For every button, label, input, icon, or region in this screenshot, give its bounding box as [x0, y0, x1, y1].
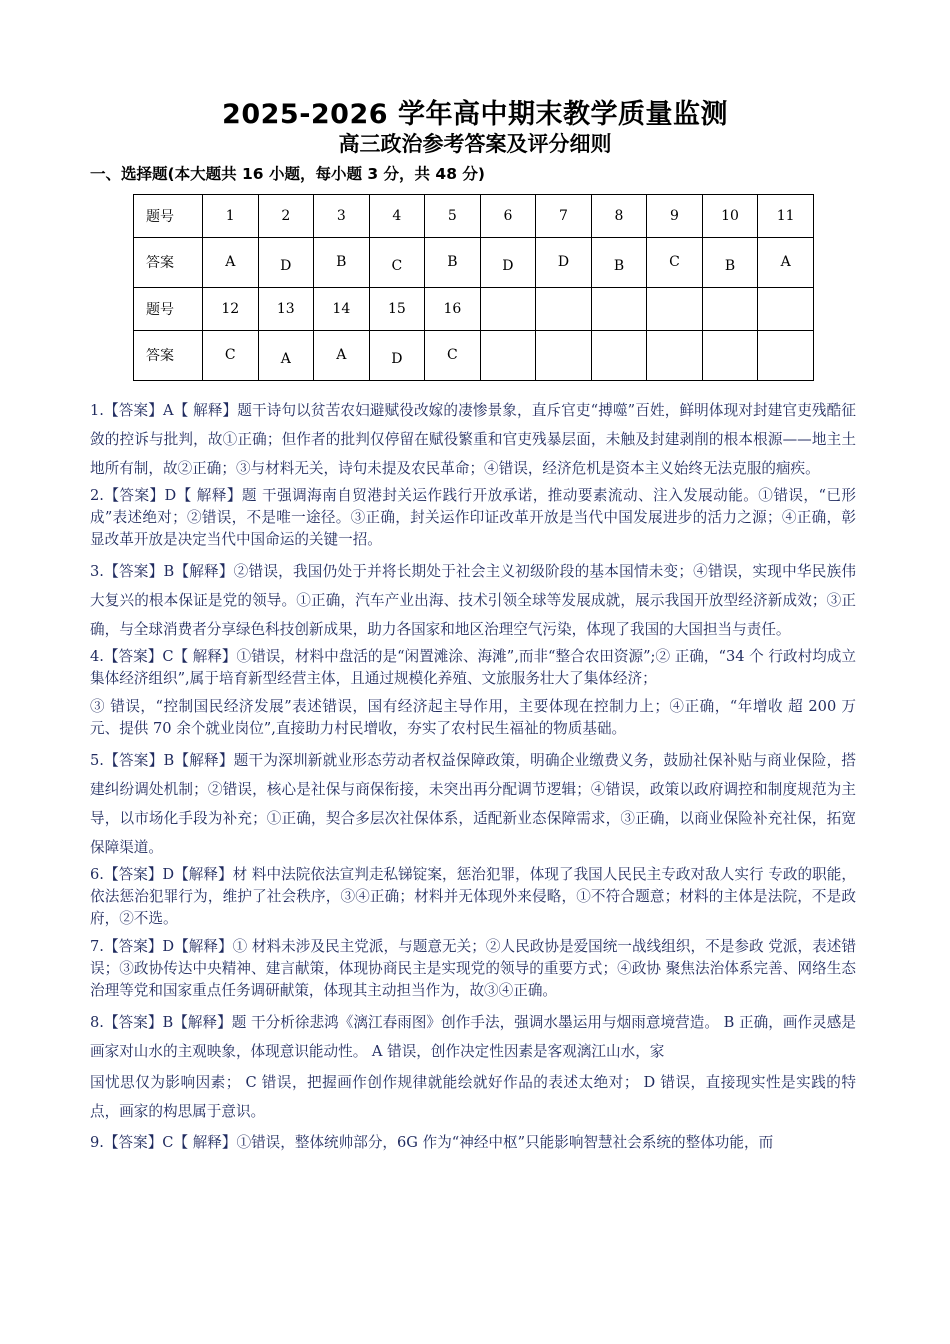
answer-letter-cell	[702, 330, 758, 381]
question-number-cell: 15	[369, 288, 425, 331]
answer-letter-cell: D	[258, 237, 314, 288]
explanation-5: 5.【答案】B【解释】题干为深圳新就业形态劳动者权益保障政策，明确企业缴费义务，鼓励社保补贴与商业保险，搭建纠纷调处机制；②错误，核心是社保与商保衔接，未突出再分配调节逻辑；④错误，政策以政府调控和制度规范为主导，以市场化手段为补充；①正确，契合多层次社保体系，适配新业态保障需求，③正确，以商业保险补充社保，拓宽保障渠道。	[90, 752, 856, 856]
answer-letter-cell: C	[425, 330, 481, 381]
question-number-cell: 7	[536, 195, 592, 238]
row-label-answer: 答案	[134, 330, 203, 381]
question-number-cell	[758, 288, 814, 331]
answer-letter-cell: A	[258, 330, 314, 381]
explanation-8: 8.【答案】B【解释】题 干分析徐悲鸿《漓江春雨图》创作手法，强调水墨运用与烟雨意境营造。 B 正确，画作灵感是画家对山水的主观映象，体现意识能动性。 A 错误，创作决定性因素是客观漓江山水，家	[90, 1014, 856, 1060]
question-number-cell: 14	[314, 288, 370, 331]
answer-letter-cell: B	[425, 237, 481, 288]
explanation-2: 2.【答案】D【 解释】题 干强调海南自贸港封关运作践行开放承诺，推动要素流动、注入发展动能。①错误，“已形成”表述绝对；②错误，不是唯一途径。③正确，封关运作印证改革开放是当代中国发展进步的活力之源；④正确，彰显改革开放是决定当代中国命运的关键一招。	[90, 487, 856, 548]
answer-letter-cell: C	[369, 237, 425, 288]
explanation-3: 3.【答案】B【解释】②错误，我国仍处于并将长期处于社会主义初级阶段的基本国情未变；④错误，实现中华民族伟大复兴的根本保证是党的领导。①正确，汽车产业出海、技术引领全球等发展成就，展示我国开放型经济新成效；③正确，与全球消费者分享绿色科技创新成果，助力各国家和地区治理空气污染，体现了我国的大国担当与责任。	[90, 563, 856, 638]
answer-row	[134, 330, 814, 381]
question-number-cell: 6	[480, 195, 536, 238]
question-number-cell: 1	[203, 195, 259, 238]
answer-letter-cell	[647, 330, 703, 381]
question-number-cell: 2	[258, 195, 314, 238]
document-title: 2025-2026 学年高中期末教学质量监测	[222, 99, 728, 130]
explanation-8-continued: 国忧思仅为影响因素； C 错误，把握画作创作规律就能绘就好作品的表述太绝对； D 错误，直接现实性是实践的特点，画家的构思属于意识。	[90, 1074, 856, 1120]
question-number-cell: 11	[758, 195, 814, 238]
answer-letter-cell: A	[203, 237, 259, 288]
row-label-question: 题号	[134, 195, 203, 238]
question-number-cell: 13	[258, 288, 314, 331]
question-number-cell	[591, 288, 647, 331]
answer-letter-cell: B	[702, 237, 758, 288]
question-number-cell	[480, 288, 536, 331]
answer-letter-cell: B	[314, 237, 370, 288]
explanation-4-continued: ③ 错误，“控制国民经济发展”表述错误，国有经济起主导作用，主要体现在控制力上；④正确，“年增收 超 200 万元、提供 70 余个就业岗位”,直接助力村民增收，夯实了农村民生福祉的物质基础。	[90, 698, 856, 737]
answer-letter-cell: C	[647, 237, 703, 288]
question-number-cell	[536, 288, 592, 331]
question-number-cell: 12	[203, 288, 259, 331]
question-row	[134, 195, 814, 238]
explanation-7: 7.【答案】D【解释】① 材料未涉及民主党派，与题意无关；②人民政协是爱国统一战线组织，不是参政 党派，表述错误；③政协传达中央精神、建言献策，体现协商民主是实现党的领导的重要方式；④政协 聚焦法治体系完善、网络生态治理等党和国家重点任务调研献策，体现其主动担当作为，故③④正确。	[90, 938, 856, 999]
answer-letter-cell: D	[536, 237, 592, 288]
explanation-9: 9.【答案】C【 解释】①错误，整体统帅部分，6G 作为“神经中枢”只能影响智慧社会系统的整体功能，而	[90, 1134, 774, 1151]
document-subtitle: 高三政治参考答案及评分细则	[338, 132, 612, 156]
explanation-4: 4.【答案】C【 解释】①错误，材料中盘活的是“闲置滩涂、海滩”,而非“整合农田资源”;② 正确，“34 个 行政村均成立集体经济组织”,属于培育新型经营主体，且通过规模化养殖、文旅服务壮大了集体经济；	[90, 648, 856, 687]
section-heading: 一、选择题(本大题共 16 小题，每小题 3 分，共 48 分)	[90, 165, 485, 183]
answer-letter-cell: C	[203, 330, 259, 381]
question-number-cell: 10	[702, 195, 758, 238]
question-number-cell	[702, 288, 758, 331]
question-number-cell: 8	[591, 195, 647, 238]
question-number-cell: 5	[425, 195, 481, 238]
answer-row	[134, 237, 814, 288]
answer-table	[133, 194, 814, 381]
question-number-cell: 16	[425, 288, 481, 331]
question-number-cell: 3	[314, 195, 370, 238]
explanations	[90, 396, 856, 1159]
question-row	[134, 288, 814, 331]
answer-letter-cell	[591, 330, 647, 381]
answer-letter-cell: D	[480, 237, 536, 288]
question-number-cell: 9	[647, 195, 703, 238]
explanation-6: 6.【答案】D【解释】材 料中法院依法宣判走私锑锭案，惩治犯罪，体现了我国人民民主专政对敌人实行 专政的职能，依法惩治犯罪行为，维护了社会秩序，③④正确；材料并无体现外来侵略，①不符合题意；材料的主体是法院，不是政府，②不选。	[90, 866, 856, 927]
answer-letter-cell	[536, 330, 592, 381]
question-number-cell: 4	[369, 195, 425, 238]
answer-letter-cell: A	[314, 330, 370, 381]
answer-letter-cell: B	[591, 237, 647, 288]
answer-letter-cell: A	[758, 237, 814, 288]
question-number-cell	[647, 288, 703, 331]
row-label-question: 题号	[134, 288, 203, 331]
answer-letter-cell	[758, 330, 814, 381]
explanation-1: 1.【答案】A【 解释】题干诗句以贫苦农妇避赋役改嫁的凄惨景象，直斥官吏“搏噬”百姓，鲜明体现对封建官吏残酷征敛的控诉与批判，故①正确；但作者的批判仅停留在赋役繁重和官吏残暴层面，未触及封建剥削的根本根源——地主土地所有制，故②正确；③与材料无关，诗句未提及农民革命；④错误，经济危机是资本主义始终无法克服的痼疾。	[90, 402, 856, 477]
answer-letter-cell: D	[369, 330, 425, 381]
row-label-answer: 答案	[134, 237, 203, 288]
answer-letter-cell	[480, 330, 536, 381]
